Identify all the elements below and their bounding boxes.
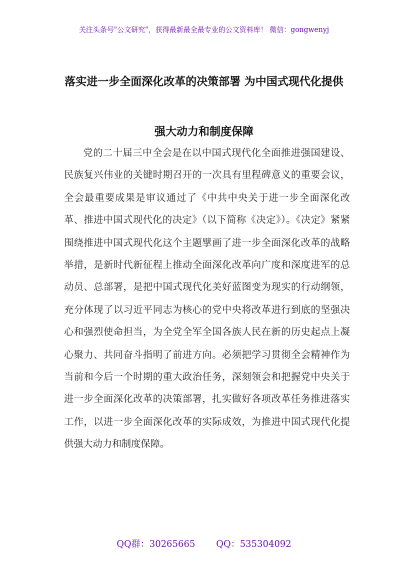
- footer-qq: QQ：535304092: [216, 540, 292, 550]
- header-watermark: 关注头条号"公文研究"，获得最新最全最专业的公文资料库！ 微信：gongwenyj: [78, 26, 330, 34]
- document-title-line-2: 强大动力和制度保障: [154, 125, 254, 138]
- document-title-line-1: 落实进一步全面深化改革的决策部署 为中国式现代化提供: [64, 75, 344, 88]
- document-body-paragraph: 党的二十届三中全会是在以中国式现代化全面推进强国建设、民族复兴伟业的关键时期召开的一次具有里程碑意义的重要会议，全会最重要成果是审议通过了《中共中央关于进一步全面深化改革、推进中国式现代化的决定》（以下简称《决定》）。《决定》紧紧围绕推进中国式现代化这个主题擘画了进一步全面深化改革的战略举措，是新时代新征程上推动全面深化改革向广度和深度进军的总动员、总部署，是把中国式现代化美好蓝图变为现实的行动纲领，充分体现了以习近平同志为核心的党中央将改革进行到底的坚强决心和强烈使命担当，为全党全军全国各族人民在新的历史起点上凝心聚力、共同奋斗指明了前进方向。必须把学习贯彻全会精神作为当前和今后一个时期的重大政治任务，深刻领会和把握党中央关于进一步全面深化改革的决策部署，扎实做好各项改革任务推进落实工作，以进一步全面深化改革的实际成效，为推进中国式现代化提供强大动力和制度保障。: [64, 148, 350, 451]
- footer-contact: [0, 537, 408, 550]
- footer-qq-group: QQ群：30265665: [116, 540, 196, 550]
